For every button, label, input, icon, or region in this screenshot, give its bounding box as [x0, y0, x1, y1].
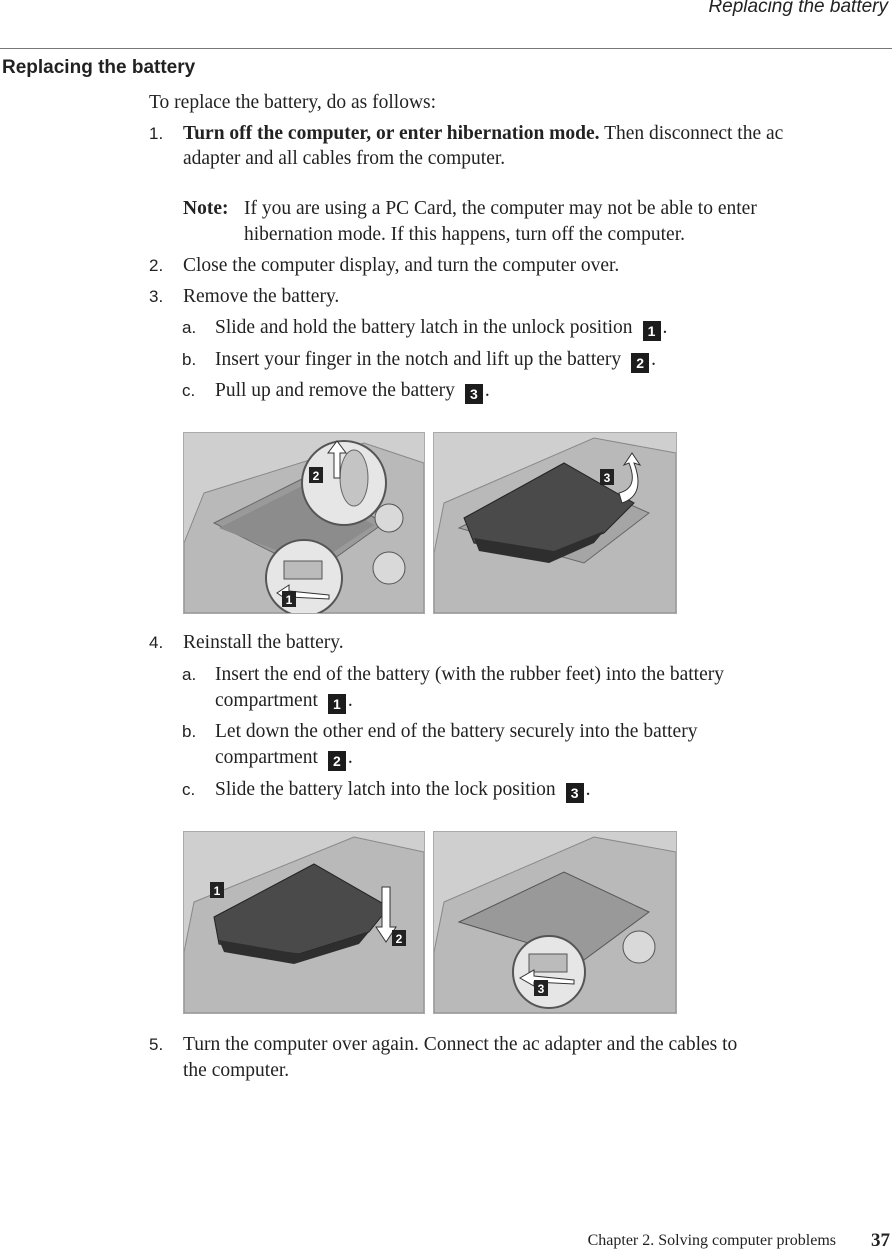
- step-4b-text: Let down the other end of the battery securely into the battery: [215, 721, 698, 742]
- section-title: Replacing the battery: [2, 57, 196, 78]
- callout-badge: 2: [631, 353, 649, 373]
- callout-badge: 2: [328, 751, 346, 771]
- step-3-text: Remove the battery.: [183, 286, 340, 307]
- step-3c-text: Pull up and remove the battery 3 .: [215, 380, 490, 402]
- step-3: [149, 283, 163, 310]
- step-4a: [182, 661, 196, 688]
- step-2: [149, 252, 163, 279]
- running-head: Replacing the battery: [708, 0, 888, 17]
- sub-letter: b.: [182, 722, 197, 741]
- callout-3-label: 3: [537, 982, 545, 996]
- step-4-text: Reinstall the battery.: [183, 632, 344, 653]
- step-4b-cont: compartment 2 .: [215, 747, 353, 769]
- sub-letter: a.: [182, 318, 197, 337]
- step-number: 1.: [149, 124, 164, 143]
- battery-install-figure-left: [183, 831, 425, 1014]
- step-2-text: Close the computer display, and turn the computer over.: [183, 255, 620, 276]
- step-4c: [182, 776, 195, 803]
- step-number: 5.: [149, 1035, 164, 1054]
- sub-text: Slide the battery latch into the lock position: [215, 779, 556, 800]
- note-label: Note:: [183, 198, 229, 219]
- step-1-rest: Then disconnect the ac: [599, 123, 784, 144]
- laptop-underside-illustration: [434, 433, 676, 613]
- battery-removal-figure-left: [183, 432, 425, 614]
- note-line-2: hibernation mode. If this happens, turn off the computer.: [244, 224, 685, 245]
- step-1-text: [183, 120, 783, 147]
- sub-letter: a.: [182, 665, 197, 684]
- callout-1-label: 1: [213, 884, 221, 898]
- sub-letter: b.: [182, 350, 197, 369]
- sub-letter: c.: [182, 780, 196, 799]
- sub-text-cont: compartment: [215, 690, 318, 711]
- sub-letter: c.: [182, 381, 196, 400]
- callout-2-label: 2: [395, 932, 403, 946]
- step-4a-cont: compartment 1 .: [215, 690, 353, 712]
- sub-text: Pull up and remove the battery: [215, 380, 455, 401]
- sub-text-cont: compartment: [215, 747, 318, 768]
- callout-badge: 3: [566, 783, 584, 803]
- step-3b-text: Insert your finger in the notch and lift up the battery 2 .: [215, 349, 657, 371]
- note-line-1: If you are using a PC Card, the computer may not be able to enter: [244, 198, 757, 219]
- callout-badge: 3: [465, 384, 483, 404]
- step-3c: [182, 377, 195, 404]
- battery-removal-figure-right: [433, 432, 677, 614]
- callout-badge: 1: [328, 694, 346, 714]
- battery-install-figure-right: [433, 831, 677, 1014]
- step-3a: [182, 314, 196, 341]
- page-number: 37: [871, 1230, 890, 1251]
- laptop-underside-illustration: [184, 832, 424, 1013]
- step-1: [149, 120, 163, 147]
- footer-chapter: Chapter 2. Solving computer problems: [587, 1232, 836, 1249]
- step-1-bold: Turn off the computer, or enter hibernation mode.: [183, 123, 600, 144]
- intro-text: To replace the battery, do as follows:: [149, 92, 437, 113]
- step-1-cont: adapter and all cables from the computer.: [183, 148, 506, 169]
- step-4: [149, 629, 163, 656]
- step-4a-text: Insert the end of the battery (with the rubber feet) into the battery: [215, 664, 724, 685]
- step-number: 2.: [149, 256, 164, 275]
- callout-badge: 1: [643, 321, 661, 341]
- sub-text: Insert your finger in the notch and lift up the battery: [215, 349, 622, 370]
- callout-1-label: 1: [285, 593, 293, 607]
- callout-3-label: 3: [603, 471, 611, 485]
- step-5-text: Turn the computer over again. Connect the ac adapter and the cables to: [183, 1034, 738, 1055]
- laptop-underside-illustration: [434, 832, 676, 1013]
- step-5-cont: the computer.: [183, 1060, 290, 1081]
- step-number: 3.: [149, 287, 164, 306]
- step-3a-text: Slide and hold the battery latch in the unlock position 1 .: [215, 317, 668, 339]
- step-number: 4.: [149, 633, 164, 652]
- callout-2-label: 2: [312, 469, 320, 483]
- step-4b: [182, 718, 196, 745]
- step-3b: [182, 346, 196, 373]
- step-4c-text: Slide the battery latch into the lock position 3 .: [215, 779, 591, 801]
- step-5: [149, 1031, 163, 1058]
- sub-text: Slide and hold the battery latch in the unlock position: [215, 317, 633, 338]
- header-rule: [0, 48, 892, 49]
- laptop-underside-illustration: [184, 433, 424, 613]
